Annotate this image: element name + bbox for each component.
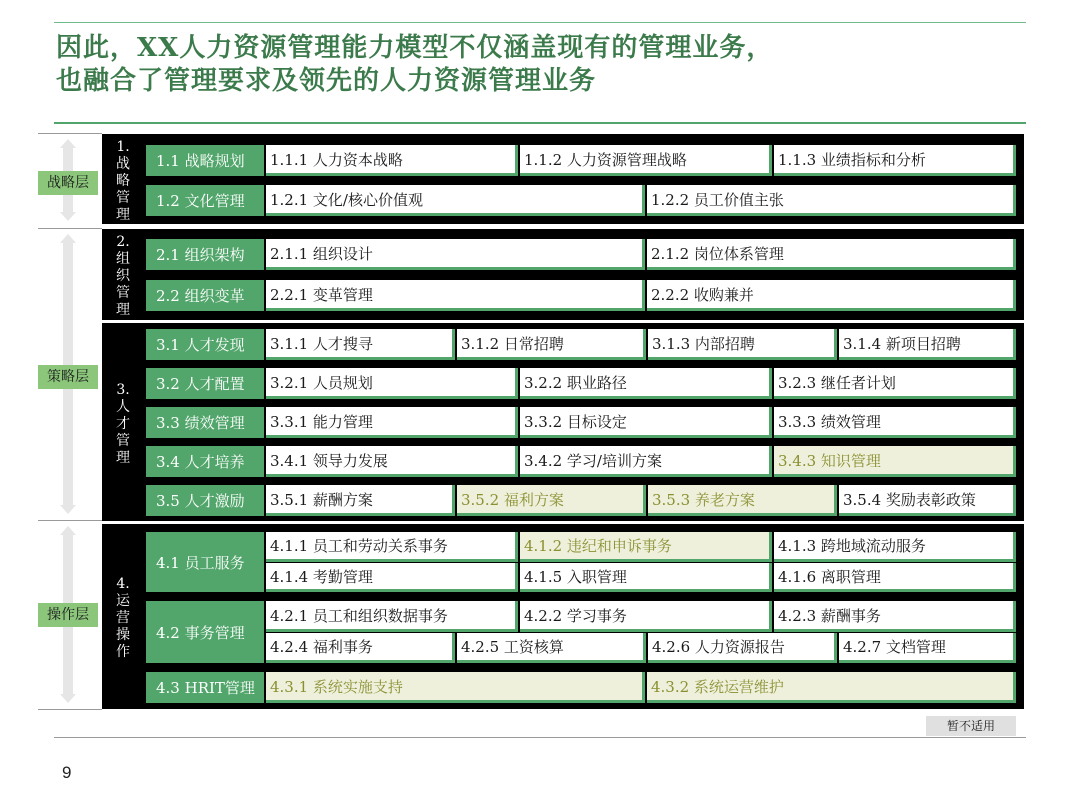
capability-cell: 4.1.6 离职管理 [774,563,1016,592]
capability-cell-not-applicable: 4.3.1 系统实施支持 [266,672,645,703]
row-label: 1.2 文化管理 [146,185,264,216]
capability-cell: 3.1.4 新项目招聘 [839,329,1016,360]
capability-cell-not-applicable: 4.1.2 违纪和申诉事务 [520,532,772,562]
title-rule [54,122,1026,124]
row-label: 4.1 员工服务 [146,532,264,592]
section-organization [102,229,1024,320]
arrow-up-icon [60,526,76,535]
section-talent [102,323,1024,521]
layer-label: 策略层 [38,365,98,389]
layer-label: 操作层 [38,603,98,627]
capability-cell: 2.1.1 组织设计 [266,239,645,270]
capability-cell: 4.2.1 员工和组织数据事务 [266,601,518,632]
capability-cell: 3.4.2 学习/培训方案 [520,446,772,477]
row-label: 3.4 人才培养 [146,446,264,477]
capability-cell: 1.1.1 人力资本战略 [266,145,518,176]
capability-cell: 3.4.1 领导力发展 [266,446,518,477]
capability-cell-not-applicable: 3.5.2 福利方案 [457,485,646,516]
capability-cell-not-applicable: 4.3.2 系统运营维护 [647,672,1016,703]
arrow-down-icon [60,505,76,514]
title-line-1: 因此，XX人力资源管理能力模型不仅涵盖现有的管理业务， [56,33,774,63]
layer-label: 战略层 [38,171,98,195]
section-label: 3. 人 才 管 理 [116,381,130,466]
capability-cell: 3.2.3 继任者计划 [774,368,1016,399]
bottom-rule [54,737,1026,738]
capability-cell: 2.2.1 变革管理 [266,280,645,311]
capability-cell: 3.2.1 人员规划 [266,368,518,399]
row-label: 1.1 战略规划 [146,145,264,176]
layer-strategic [38,133,102,228]
section-operations [102,524,1024,709]
arrow-down-icon [60,694,76,703]
capability-cell: 1.2.1 文化/核心价值观 [266,185,645,216]
section-strategy [102,134,1024,224]
arrow-down-icon [60,212,76,221]
row-label: 3.2 人才配置 [146,368,264,399]
capability-cell: 3.3.2 目标设定 [520,407,772,438]
capability-cell: 4.2.6 人力资源报告 [648,633,837,663]
capability-cell-not-applicable: 3.4.3 知识管理 [774,446,1016,477]
row-label: 4.2 事务管理 [146,601,264,663]
capability-cell: 4.1.5 入职管理 [520,563,772,592]
capability-cell: 2.2.2 收购兼并 [647,280,1016,311]
capability-cell: 4.2.5 工资核算 [457,633,646,663]
capability-cell: 3.3.1 能力管理 [266,407,518,438]
capability-cell: 4.1.1 员工和劳动关系事务 [266,532,518,562]
capability-cell: 4.2.2 学习事务 [520,601,772,632]
layer-divider [38,709,102,710]
arrow-up-icon [60,234,76,243]
section-label: 2. 组 织 管 理 [116,234,130,318]
capability-cell: 3.5.1 薪酬方案 [266,485,455,516]
capability-cell: 1.1.3 业绩指标和分析 [774,145,1016,176]
capability-cell: 3.1.2 日常招聘 [457,329,646,360]
row-label: 4.3 HRIT管理 [146,672,264,703]
capability-cell: 4.2.4 福利事务 [266,633,455,663]
capability-cell: 1.1.2 人力资源管理战略 [520,145,772,176]
legend-not-applicable: 暂不适用 [926,716,1016,736]
layer-tactical [38,228,102,520]
row-label: 3.5 人才激励 [146,485,264,516]
section-label: 1. 战 略 管 理 [116,138,130,223]
capability-cell: 4.2.3 薪酬事务 [774,601,1016,632]
row-label: 2.1 组织架构 [146,239,264,270]
section-label: 4. 运 营 操 作 [116,576,130,660]
arrow-up-icon [60,139,76,148]
capability-cell: 4.2.7 文档管理 [839,633,1016,663]
capability-cell: 3.1.3 内部招聘 [648,329,837,360]
capability-cell: 3.2.2 职业路径 [520,368,772,399]
row-label: 2.2 组织变革 [146,280,264,311]
capability-cell: 4.1.4 考勤管理 [266,563,518,592]
capability-cell: 2.1.2 岗位体系管理 [647,239,1016,270]
page-title [56,32,1016,98]
capability-cell: 4.1.3 跨地域流动服务 [774,532,1016,562]
capability-cell: 3.5.4 奖励表彰政策 [839,485,1016,516]
capability-cell-not-applicable: 3.5.3 养老方案 [648,485,837,516]
layer-operational [38,520,102,709]
row-label: 3.3 绩效管理 [146,407,264,438]
top-rule [54,22,1026,23]
capability-cell: 3.1.1 人才搜寻 [266,329,455,360]
capability-cell: 1.2.2 员工价值主张 [647,185,1016,216]
row-label: 3.1 人才发现 [146,329,264,360]
capability-cell: 3.3.3 绩效管理 [774,407,1016,438]
title-line-2: 也融合了管理要求及领先的人力资源管理业务 [56,66,597,96]
page-number: 9 [62,763,72,782]
